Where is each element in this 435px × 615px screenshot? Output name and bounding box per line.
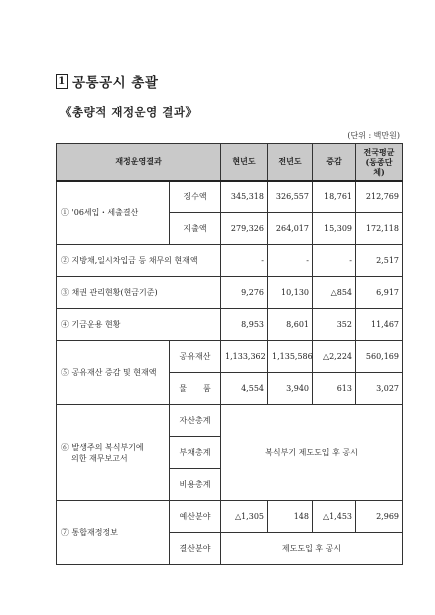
cell-current: 1,133,362: [221, 341, 268, 373]
cell-change: 18,761: [313, 181, 356, 213]
cell-average: 2,517: [356, 245, 403, 277]
cell-change: 613: [313, 373, 356, 405]
row-sub-label: 자산총계: [170, 405, 221, 437]
cell-current: -: [221, 245, 268, 277]
header-change: 증감: [313, 144, 356, 181]
row-sub-label: 공유재산: [170, 341, 221, 373]
cell-change: △2,224: [313, 341, 356, 373]
table-row: [57, 309, 403, 341]
cell-previous: 264,017: [268, 213, 313, 245]
cell-current: 4,554: [221, 373, 268, 405]
row-item-label: ⑦ 통합재정정보: [57, 501, 170, 565]
cell-change: △1,453: [313, 501, 356, 533]
header-previous-year: 전년도: [268, 144, 313, 181]
section-title: [56, 71, 158, 91]
cell-previous: 3,940: [268, 373, 313, 405]
cell-average: 172,118: [356, 213, 403, 245]
cell-change: △854: [313, 277, 356, 309]
cell-current: 8,953: [221, 309, 268, 341]
cell-average: 212,769: [356, 181, 403, 213]
cell-previous: 326,557: [268, 181, 313, 213]
row-sub-label: 징수액: [170, 181, 221, 213]
cell-previous: 8,601: [268, 309, 313, 341]
row-item-label: ② 지방채,일시차입금 등 채무의 현재액: [57, 245, 221, 277]
header-avg-line1: 전국평균: [363, 146, 395, 157]
table-row: [57, 405, 403, 437]
row-item-label: ⑤ 공유재산 증감 및 현재액: [57, 341, 170, 405]
section-title-text: 공통공시 총괄: [72, 75, 159, 91]
merged-note-cell: 제도도입 후 공시: [221, 533, 403, 565]
row-sub-label: 지출액: [170, 213, 221, 245]
row-item-label: [57, 405, 170, 501]
row-item-label: ① '06세입・세출결산: [57, 181, 170, 245]
unit-label: (단위 : 백만원): [347, 131, 400, 140]
row-sub-label: 결산분야: [170, 533, 221, 565]
cell-average: 3,027: [356, 373, 403, 405]
cell-change: -: [313, 245, 356, 277]
cell-average: 560,169: [356, 341, 403, 373]
row-sub-label: 비용총계: [170, 469, 221, 501]
cell-current: 279,326: [221, 213, 268, 245]
cell-average: 6,917: [356, 277, 403, 309]
cell-previous: 10,130: [268, 277, 313, 309]
header-avg-line2: (동종단체): [365, 156, 393, 177]
header-national-average: [356, 144, 403, 181]
table-row: [57, 501, 403, 533]
table-row: [57, 341, 403, 373]
cell-change: 15,309: [313, 213, 356, 245]
row-sub-label: 예산분야: [170, 501, 221, 533]
merged-note-cell: 복식부기 제도도입 후 공시: [221, 405, 403, 501]
section-number-box: 1: [56, 74, 68, 89]
row-item-label: ④ 기금운용 현황: [57, 309, 221, 341]
cell-current: 345,318: [221, 181, 268, 213]
table-row: [57, 245, 403, 277]
fiscal-results-table: [56, 143, 403, 565]
row-sub-label: 물 품: [170, 373, 221, 405]
row-item-label: ③ 채권 관리현황(현금기준): [57, 277, 221, 309]
row-sub-label: 부채총계: [170, 437, 221, 469]
cell-current: △1,305: [221, 501, 268, 533]
cell-current: 9,276: [221, 277, 268, 309]
row-item-label-line1: ⑥ 발생주의 복식부기에: [61, 442, 144, 452]
cell-previous: 148: [268, 501, 313, 533]
cell-average: 11,467: [356, 309, 403, 341]
cell-previous: 1,135,586: [268, 341, 313, 373]
subtitle: 《총량적 재정운영 결과》: [60, 105, 198, 119]
header-current-year: 현년도: [221, 144, 268, 181]
row-item-label-line2: 의한 재무보고서: [71, 453, 128, 463]
table-header-row: [57, 144, 403, 181]
header-fiscal-result: 재정운영결과: [57, 144, 221, 181]
table-row: [57, 277, 403, 309]
cell-previous: -: [268, 245, 313, 277]
cell-average: 2,969: [356, 501, 403, 533]
table-row: [57, 181, 403, 213]
cell-change: 352: [313, 309, 356, 341]
